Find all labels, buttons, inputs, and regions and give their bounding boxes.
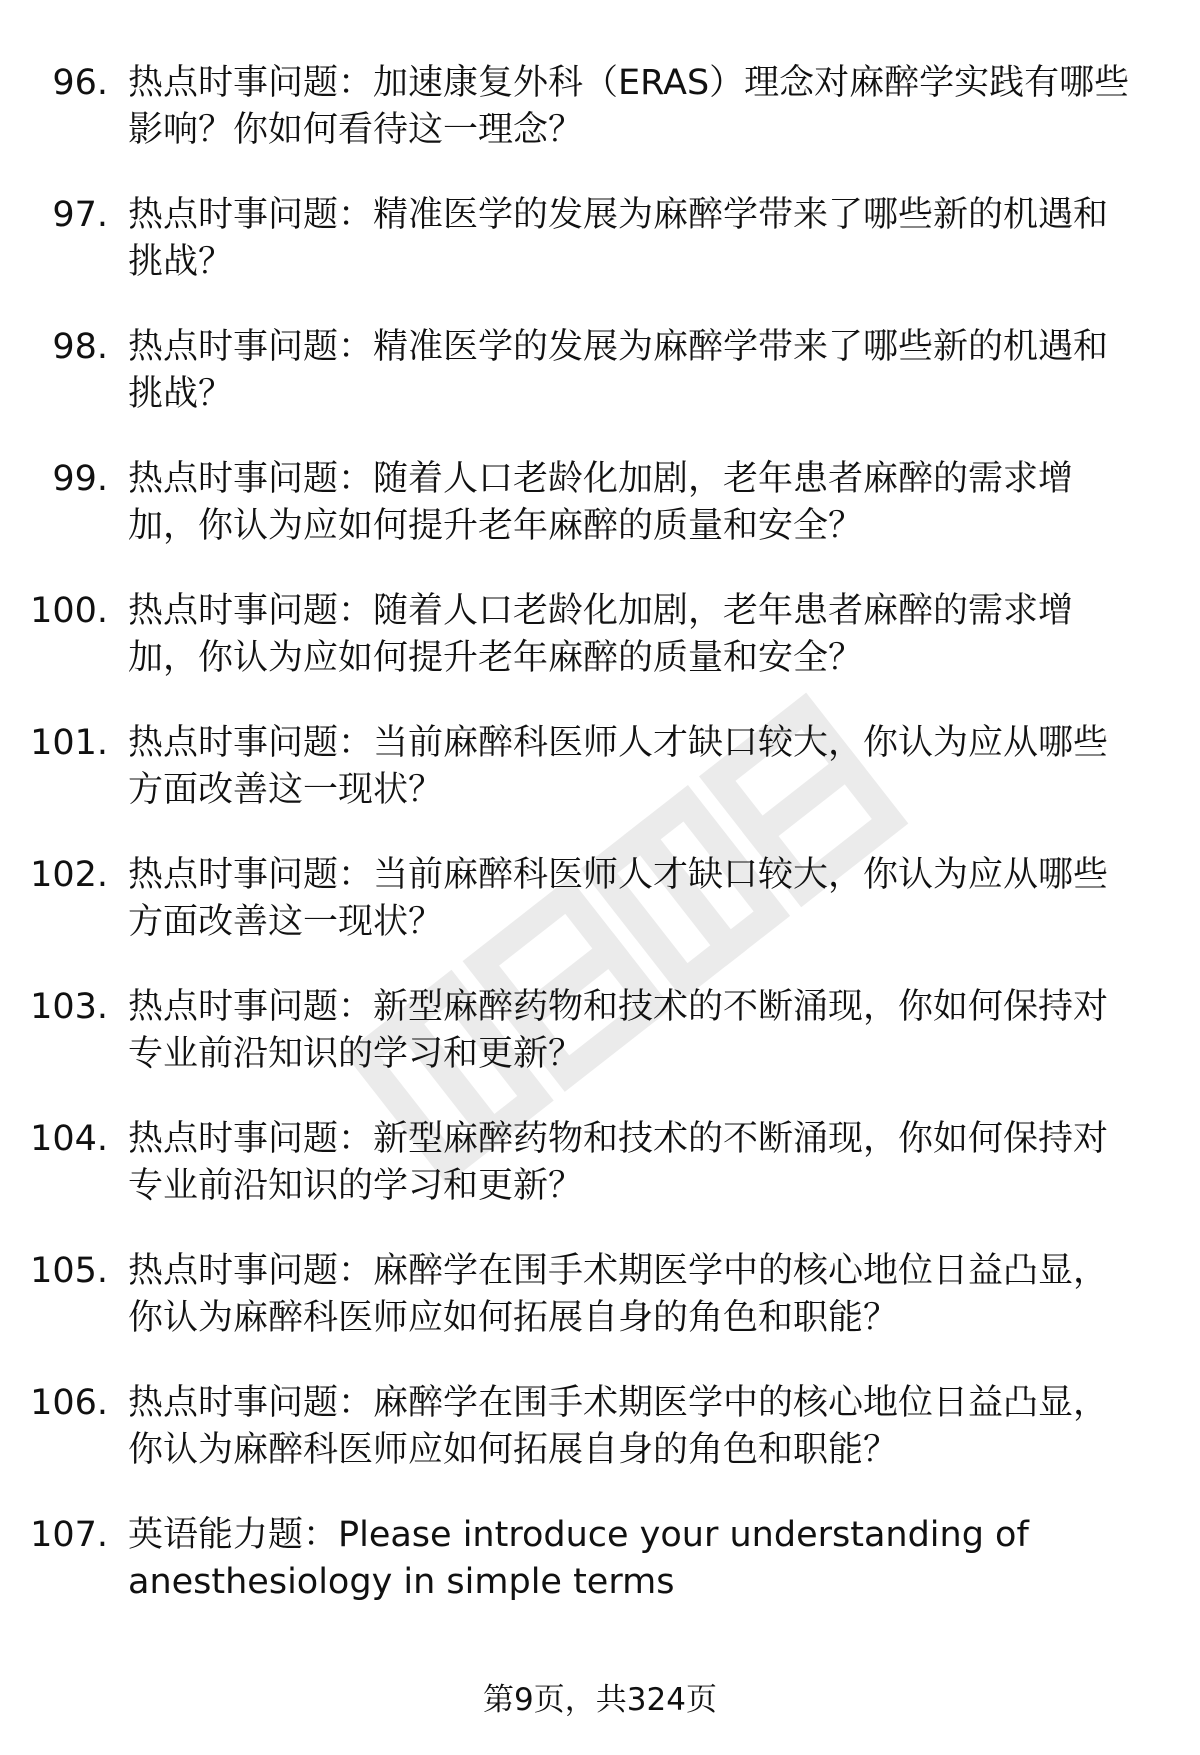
question-number: 103. [30, 987, 108, 1027]
question-text: 热点时事问题：新型麻醉药物和技术的不断涌现，你如何保持对 专业前沿知识的学习和更新？ [128, 1119, 1109, 1206]
question-number: 105. [30, 1251, 108, 1291]
question-item [0, 720, 1200, 852]
question-item [0, 1116, 1200, 1248]
question-text: 热点时事问题：随着人口老龄化加剧，老年患者麻醉的需求增 加，你认为应如何提升老年麻醉的质量和安全？ [128, 459, 1074, 546]
question-item [0, 324, 1200, 456]
question-item [0, 192, 1200, 324]
question-item [0, 852, 1200, 984]
question-item [0, 1512, 1200, 1644]
question-number: 100. [30, 591, 108, 631]
question-text: 热点时事问题：新型麻醉药物和技术的不断涌现，你如何保持对 专业前沿知识的学习和更新？ [128, 987, 1109, 1074]
question-text: 热点时事问题：加速康复外科（ERAS）理念对麻醉学实践有哪些 影响？你如何看待这一理念？ [128, 63, 1130, 150]
question-item [0, 60, 1200, 192]
question-text: 热点时事问题：麻醉学在围手术期医学中的核心地位日益凸显， 你认为麻醉科医师应如何拓展自身的角色和职能？ [128, 1383, 1109, 1470]
question-item [0, 588, 1200, 720]
question-number: 102. [30, 855, 108, 895]
question-number: 107. [30, 1515, 108, 1555]
question-text: 英语能力题：Please introduce your understanding of anesthesiology in simple terms [128, 1515, 1029, 1602]
question-number: 104. [30, 1119, 108, 1159]
question-number: 106. [30, 1383, 108, 1423]
question-text: 热点时事问题：精准医学的发展为麻醉学带来了哪些新的机遇和 挑战？ [128, 195, 1109, 282]
question-list [0, 60, 1200, 1644]
question-item [0, 984, 1200, 1116]
question-item [0, 456, 1200, 588]
question-text: 热点时事问题：精准医学的发展为麻醉学带来了哪些新的机遇和 挑战？ [128, 327, 1109, 414]
question-number: 101. [30, 723, 108, 763]
question-text: 热点时事问题：随着人口老龄化加剧，老年患者麻醉的需求增 加，你认为应如何提升老年麻醉的质量和安全？ [128, 591, 1074, 678]
question-number: 98. [52, 327, 108, 367]
page-number-footer: 第9页，共324页 [483, 1682, 717, 1718]
question-item [0, 1248, 1200, 1380]
question-text: 热点时事问题：当前麻醉科医师人才缺口较大，你认为应从哪些 方面改善这一现状？ [128, 855, 1109, 942]
question-number: 97. [52, 195, 108, 235]
question-text: 热点时事问题：麻醉学在围手术期医学中的核心地位日益凸显， 你认为麻醉科医师应如何拓展自身的角色和职能？ [128, 1251, 1109, 1338]
question-number: 99. [52, 459, 108, 499]
question-item [0, 1380, 1200, 1512]
question-text: 热点时事问题：当前麻醉科医师人才缺口较大，你认为应从哪些 方面改善这一现状？ [128, 723, 1109, 810]
question-number: 96. [52, 63, 108, 103]
